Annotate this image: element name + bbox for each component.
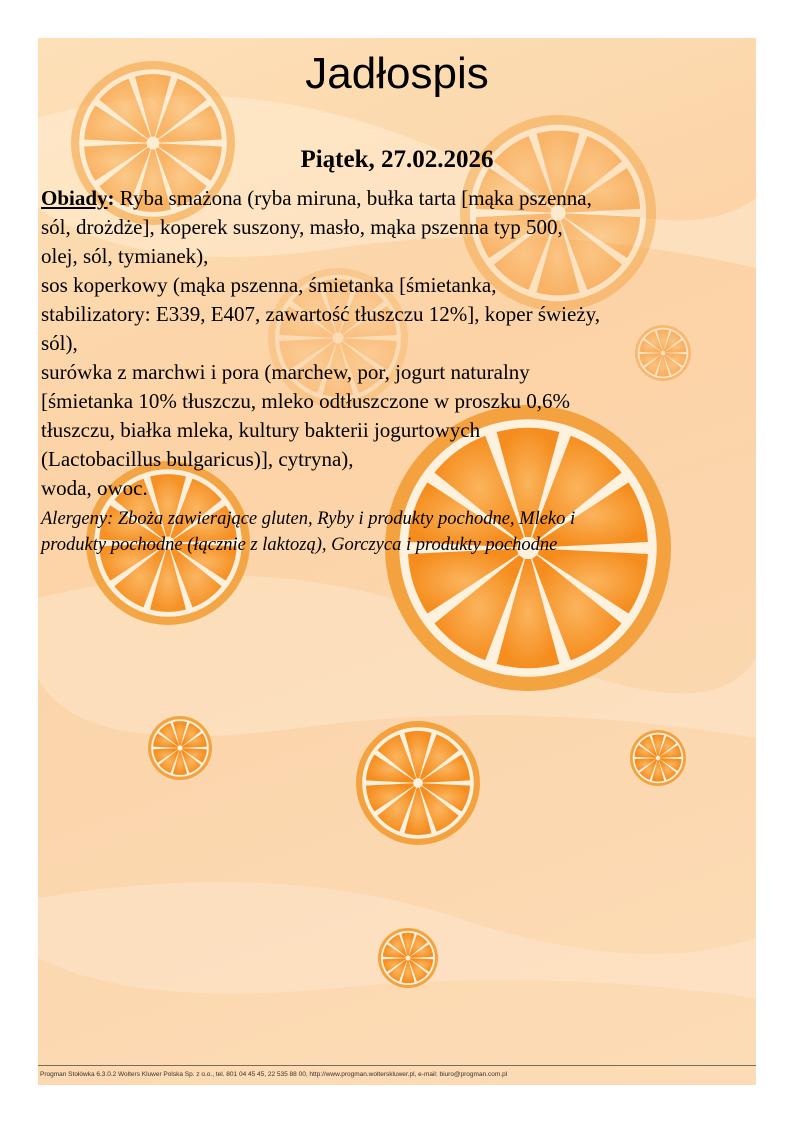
page-title: Jadłospis — [305, 49, 489, 98]
meal-line: [śmietanka 10% tłuszczu, mleko odtłuszczone w proszku 0,6% — [41, 389, 570, 413]
meal-description — [41, 184, 753, 503]
orange-slice — [356, 721, 480, 845]
meal-text: Ryba smażona (ryba miruna, bułka tarta [mąka pszenna, — [114, 186, 592, 210]
meal-line: sól, drożdże], koperek suszony, masło, mąka pszenna typ 500, — [41, 215, 563, 239]
meal-line: tłuszczu, białka mleka, kultury bakterii jogurtowych — [41, 418, 481, 442]
footer-text: Progman Stołówka 6.3.0.2 Wolters Kluwer Polska Sp. z o.o., tel. 801 04 45 45, 22 535 88 00, http://www.progman.wolterskluwer.pl, e-mail: biuro@progman.com.pl — [40, 1071, 508, 1078]
orange-slice — [378, 928, 438, 988]
meal-label — [41, 186, 115, 210]
meal-label-colon: : — [107, 186, 115, 210]
meal-line: (Lactobacillus bulgaricus)], cytryna), — [41, 447, 354, 471]
meal-line-1 — [41, 184, 753, 213]
meal-line: stabilizatory: E339, E407, zawartość tłuszczu 12%], koper świeży, — [41, 302, 601, 326]
orange-slice — [630, 730, 686, 786]
meal-line: surówka z marchwi i pora (marchew, por, jogurt naturalny — [41, 360, 530, 384]
meal-line: woda, owoc. — [41, 476, 148, 500]
meal-line: sól), — [41, 331, 78, 355]
orange-slice — [148, 716, 212, 780]
menu-sheet — [38, 38, 756, 1085]
day-heading: Piątek, 27.02.2026 — [300, 146, 494, 173]
allergens-line: Alergeny: Zboża zawierające gluten, Ryby i produkty pochodne, Mleko i — [41, 509, 576, 529]
meal-line: olej, sól, tymianek), — [41, 244, 209, 268]
allergens-line: produkty pochodne (łącznie z laktozą), Gorczyca i produkty pochodne — [41, 535, 558, 555]
meal-line: sos koperkowy (mąka pszenna, śmietanka [śmietanka, — [41, 273, 497, 297]
meal-label-text: Obiady — [41, 186, 108, 210]
footer-divider — [38, 1065, 756, 1066]
allergens-note — [41, 506, 753, 558]
